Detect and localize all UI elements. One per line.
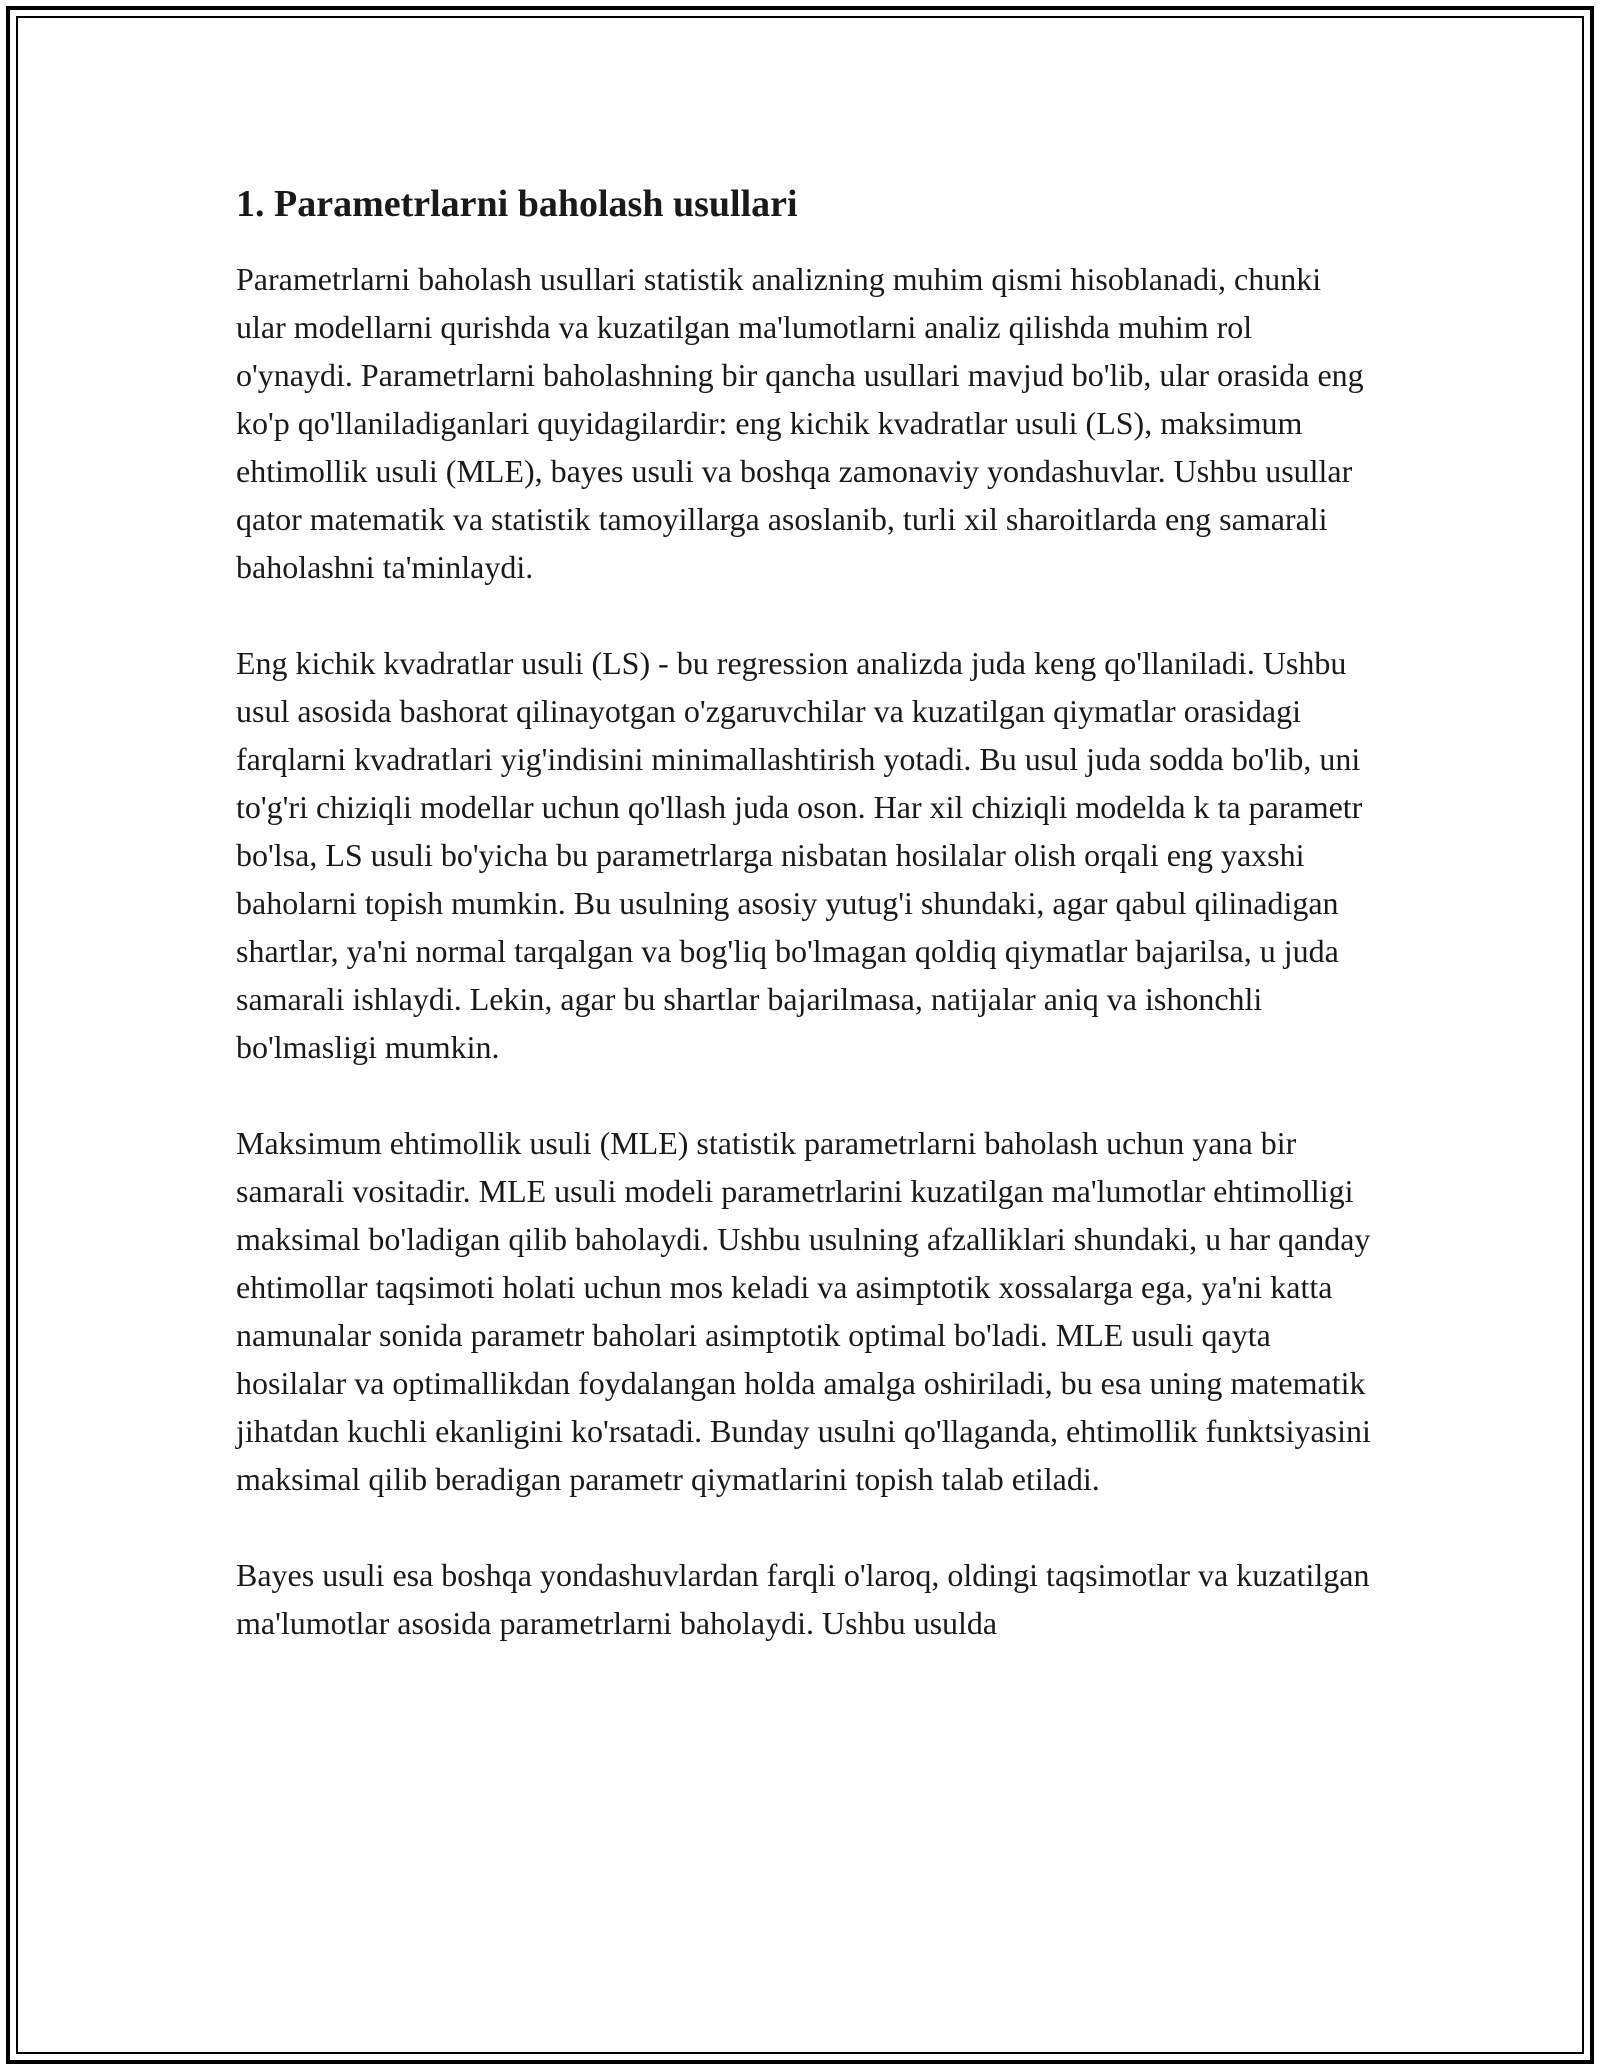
section-title: 1. Parametrlarni baholash usullari	[236, 183, 798, 225]
paragraph-intro: Parametrlarni baholash usullari statistik analizning muhim qismi hisoblanadi, chunki ular modellarni qurishda va kuzatilgan ma'lumotlarni analiz qilishda muhim rol o'ynaydi. Parametrlarni baholashning bir qancha usullari mavjud bo'lib, ular orasida eng ko'p qo'llaniladiganlari quyidagilardir: eng kichik kvadratlar usuli (LS), maksimum ehtimollik usuli (MLE), bayes usuli va boshqa zamonaviy yondashuvlar. Ushbu usullar qator matematik va statistik tamoyillarga asoslanib, turli xil sharoitlarda eng samarali baholashni ta'minlaydi.	[236, 261, 1364, 586]
paragraph-mle: Maksimum ehtimollik usuli (MLE) statistik parametrlarni baholash uchun yana bir samarali vositadir. MLE usuli modeli parametrlarini kuzatilgan ma'lumotlar ehtimolligi maksimal bo'ladigan qilib baholaydi. Ushbu usulning afzalliklari shundaki, u har qanday ehtimollar taqsimoti holati uchun mos keladi va asimptotik xossalarga ega, ya'ni katta namunalar sonida parametr baholari asimptotik optimal bo'ladi. MLE usuli qayta hosilalar va optimallikdan foydalangan holda amalga oshiriladi, bu esa uning matematik jihatdan kuchli ekanligini ko'rsatadi. Bunday usulni qo'llaganda, ehtimollik funktsiyasini maksimal qilib beradigan parametr qiymatlarini topish talab etiladi.	[236, 1125, 1371, 1498]
paragraph-least-squares: Eng kichik kvadratlar usuli (LS) - bu regression analizda juda keng qo'llaniladi. Ushbu usul asosida bashorat qilinayotgan o'zgaruvchilar va kuzatilgan qiymatlar orasidagi farqlarni kvadratlari yig'indisini minimallashtirish yotadi. Bu usul juda sodda bo'lib, uni to'g'ri chiziqli modellar uchun qo'llash juda oson. Har xil chiziqli modelda k ta parametr bo'lsa, LS usuli bo'yicha bu parametrlarga nisbatan hosilalar olish orqali eng yaxshi baholarni topish mumkin. Bu usulning asosiy yutug'i shundaki, agar qabul qilinadigan shartlar, ya'ni normal tarqalgan va bog'liq bo'lmagan qoldiq qiymatlar bajarilsa, u juda samarali ishlaydi. Lekin, agar bu shartlar bajarilmasa, natijalar aniq va ishonchli bo'lmasligi mumkin.	[236, 645, 1363, 1066]
paragraph-bayes: Bayes usuli esa boshqa yondashuvlardan farqli o'laroq, oldingi taqsimotlar va kuzatilgan ma'lumotlar asosida parametrlarni baholaydi. Ushbu usulda	[236, 1557, 1370, 1642]
document-body	[236, 180, 1376, 1695]
